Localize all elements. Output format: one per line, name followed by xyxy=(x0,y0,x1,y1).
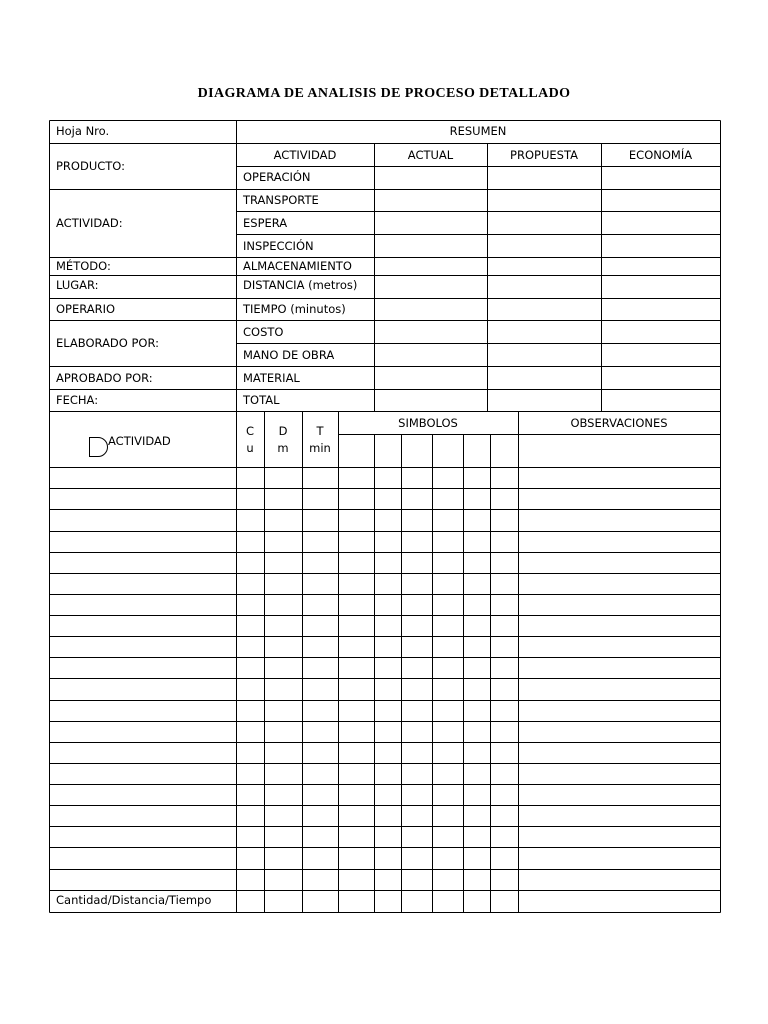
page-title: DIAGRAMA DE ANALISIS DE PROCESO DETALLADO xyxy=(197,86,571,101)
resumen-header-actual: ACTUAL xyxy=(407,148,454,162)
detail-header-c-unit: u xyxy=(246,441,254,455)
detail-header-d-unit: m xyxy=(277,441,289,455)
label-actividad: ACTIVIDAD: xyxy=(56,216,123,230)
resumen-header-actividad: ACTIVIDAD xyxy=(273,148,337,162)
label-operario: OPERARIO xyxy=(56,302,116,316)
detail-header-c: C xyxy=(245,424,255,438)
resumen-header-propuesta: PROPUESTA xyxy=(510,148,578,162)
detail-header-d: D xyxy=(278,424,288,438)
resumen-row-costo: COSTO xyxy=(243,325,284,339)
resumen-row-almacenamiento: ALMACENAMIENTO xyxy=(243,259,352,273)
detail-header-observaciones: OBSERVACIONES xyxy=(570,416,668,430)
resumen-row-espera: ESPERA xyxy=(243,216,288,230)
detail-header-simbolos: SIMBOLOS xyxy=(398,416,458,430)
label-metodo: MÉTODO: xyxy=(56,259,111,273)
resumen-row-material: MATERIAL xyxy=(243,371,300,385)
detail-header-t: T xyxy=(316,424,324,438)
detail-header-actividad: ACTIVIDAD xyxy=(108,434,171,448)
operation-symbol-icon xyxy=(89,437,108,457)
label-hoja: Hoja Nro. xyxy=(56,124,110,138)
label-aprobado: APROBADO POR: xyxy=(56,371,153,385)
resumen-header-economia: ECONOMÍA xyxy=(628,148,693,162)
resumen-row-mano-de-obra: MANO DE OBRA xyxy=(243,348,335,362)
resumen-row-distancia: DISTANCIA (metros) xyxy=(243,278,358,292)
resumen-title: RESUMEN xyxy=(449,124,507,138)
resumen-row-total: TOTAL xyxy=(243,393,280,407)
label-fecha: FECHA: xyxy=(56,393,99,407)
resumen-row-operacion: OPERACIÓN xyxy=(243,170,311,184)
resumen-row-tiempo: TIEMPO (minutos) xyxy=(243,302,346,316)
label-producto: PRODUCTO: xyxy=(56,159,126,173)
resumen-row-transporte: TRANSPORTE xyxy=(243,193,319,207)
detail-header-t-unit: min xyxy=(309,441,331,455)
label-elaborado: ELABORADO POR: xyxy=(56,336,159,350)
label-lugar: LUGAR: xyxy=(56,278,99,292)
resumen-row-inspeccion: INSPECCIÓN xyxy=(243,239,314,253)
detail-footer-label: Cantidad/Distancia/Tiempo xyxy=(56,893,212,907)
